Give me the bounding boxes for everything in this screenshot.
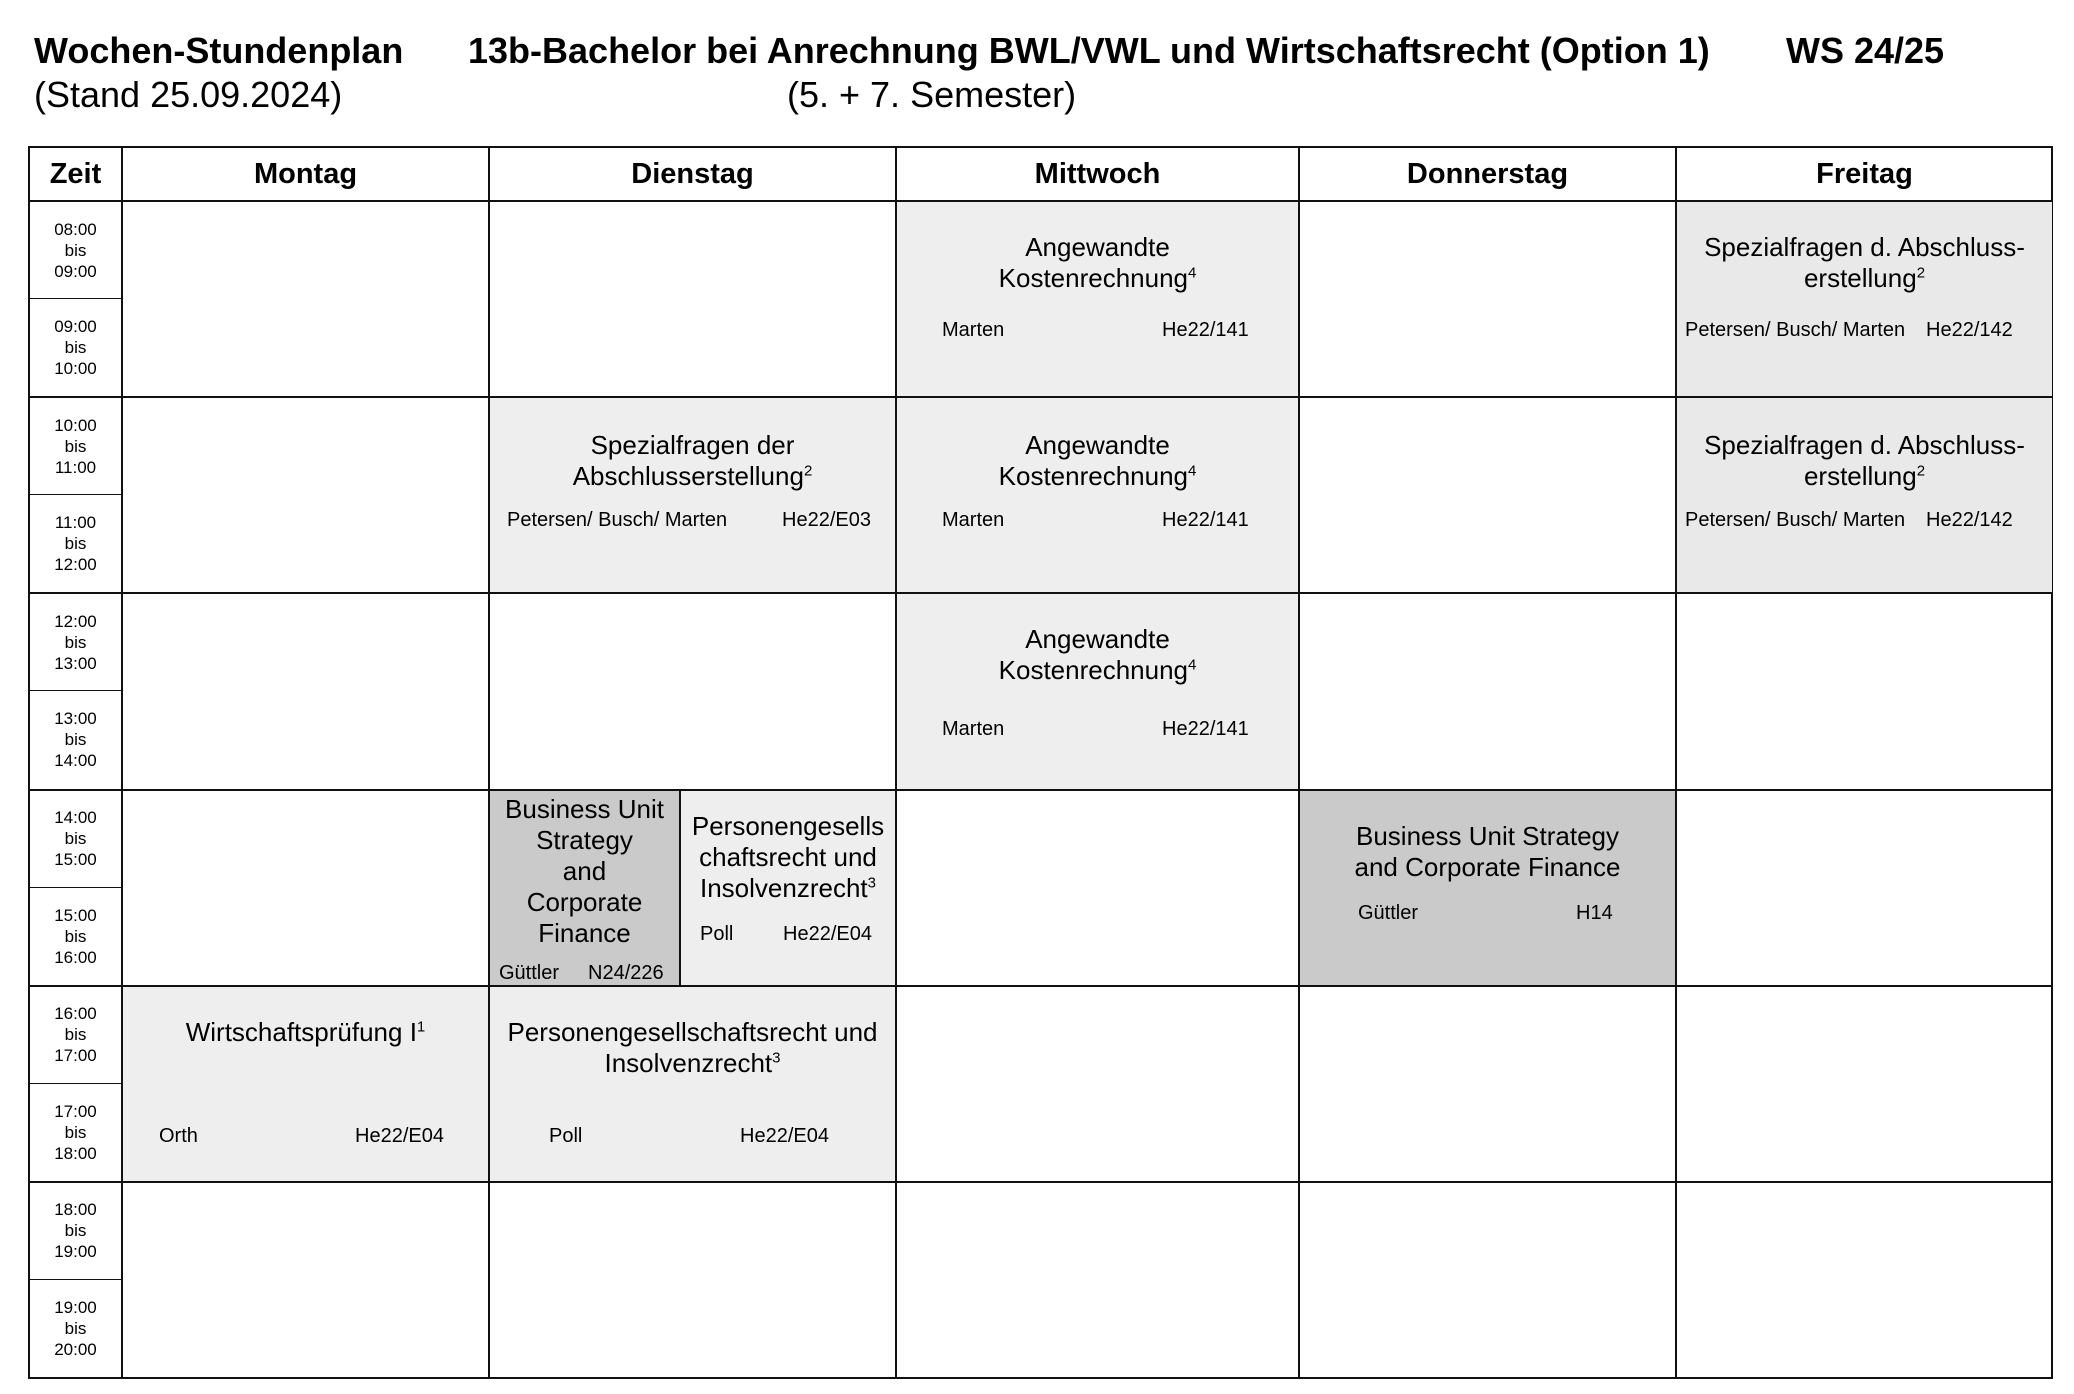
room-label: He22/E04: [355, 1124, 444, 1147]
room-label: He22/141: [1162, 319, 1249, 342]
course-spezialfragen: Spezialfragen d. Abschluss- erstellung$^2$ Petersen/ Busch/ Marten He22/142: [1675, 200, 2052, 396]
lecturer-name: Marten: [942, 717, 1005, 740]
empty-slot: [1675, 592, 2052, 788]
empty-slot: [121, 1181, 488, 1377]
time-slot: 15:00 bis 16:00: [28, 887, 121, 985]
empty-slot: [1298, 592, 1675, 788]
course-spezialfragen: Spezialfragen der Abschlusserstellung$^2$ Petersen/ Busch/ Marten He22/E03: [488, 396, 895, 592]
lecturer-name: Poll: [700, 922, 734, 945]
program-title: 13b-Bachelor bei Anrechnung BWL/VWL und Wirtschaftsrecht (Option 1): [468, 30, 1710, 71]
course-wirtschaftspruefung: Wirtschaftsprüfung $I^1$ Orth He22/E04: [121, 985, 488, 1181]
empty-slot: [121, 200, 488, 396]
timetable-grid: [28, 146, 2053, 1379]
dienstag-afternoon-split: [488, 789, 895, 985]
lecturer-name: Petersen/ Busch/ Marten: [1685, 319, 1906, 342]
empty-slot: [895, 985, 1298, 1181]
time-slot: 16:00 bis 17:00: [28, 985, 121, 1083]
empty-slot: [488, 1181, 895, 1377]
col-header-montag: Montag: [121, 146, 488, 200]
time-slot: 17:00 bis 18:00: [28, 1083, 121, 1181]
empty-slot: [488, 592, 895, 788]
term-label: WS 24/25: [1786, 30, 1945, 71]
page-title: Wochen-Stundenplan: [34, 30, 404, 71]
empty-slot: [1675, 1181, 2052, 1377]
time-slot: 18:00 bis 19:00: [28, 1181, 121, 1279]
room-label: He22/141: [1162, 509, 1249, 532]
empty-slot: [488, 200, 895, 396]
time-slot: 09:00 bis 10:00: [28, 298, 121, 396]
course-angewandte-kostenrechnung: Angewandte Kostenrechnung$^4$ Marten He22/141: [895, 592, 1298, 788]
room-label: H14: [1576, 901, 1613, 924]
course-business-unit-strategy: Business Unit Strategy and Corporate Finance Güttler N24/226: [490, 791, 681, 985]
time-slot: 19:00 bis 20:00: [28, 1279, 121, 1377]
col-header-freitag: Freitag: [1675, 146, 2052, 200]
empty-slot: [121, 592, 488, 788]
empty-slot: [1675, 985, 2052, 1181]
time-slot: 11:00 bis 12:00: [28, 494, 121, 592]
course-title: Angewandte: [1025, 430, 1170, 461]
lecturer-name: Petersen/ Busch/ Marten: [1685, 509, 1906, 532]
lecturer-name: Orth: [159, 1124, 198, 1147]
course-title: Spezialfragen der: [590, 430, 795, 461]
course-title: Angewandte: [1025, 624, 1170, 655]
empty-slot: [895, 1181, 1298, 1377]
course-personengesellschaftsrecht: Personengesellschaftsrecht und Insolvenzrecht$^3$ Poll He22/E04: [488, 985, 895, 1181]
empty-slot: [1298, 396, 1675, 592]
stand-date: (Stand 25.09.2024): [34, 74, 343, 115]
course-spezialfragen: Spezialfragen d. Abschluss- erstellung$^2$ Petersen/ Busch/ Marten He22/142: [1675, 396, 2052, 592]
room-label: He22/141: [1162, 717, 1249, 740]
course-title: Business Unit Strategy: [1355, 820, 1619, 851]
course-title: Personengesells: [691, 810, 885, 841]
course-title: Angewandte: [1025, 232, 1170, 262]
col-header-donnerstag: Donnerstag: [1298, 146, 1675, 200]
course-title: Wirtschaftsprüfung I: [185, 1016, 417, 1047]
course-angewandte-kostenrechnung: Angewandte Kostenrechnung$^4$ Marten He22/141: [895, 396, 1298, 592]
time-slot: 12:00 bis 13:00: [28, 592, 121, 690]
lecturer-name: Marten: [942, 319, 1005, 342]
time-slot: 13:00 bis 14:00: [28, 690, 121, 788]
lecturer-name: Marten: [942, 509, 1005, 532]
room-label: He22/142: [1926, 509, 2013, 532]
lecturer-name: Güttler: [499, 961, 560, 984]
course-title: Personengesellschaftsrecht und: [507, 1016, 878, 1047]
col-header-dienstag: Dienstag: [488, 146, 895, 200]
lecturer-name: Petersen/ Busch/ Marten: [507, 509, 728, 532]
room-label: He22/E04: [740, 1124, 829, 1147]
room-label: He22/142: [1926, 319, 2013, 342]
lecturer-name: Poll: [549, 1124, 583, 1147]
time-slot: 10:00 bis 11:00: [28, 396, 121, 494]
col-header-zeit: Zeit: [28, 146, 121, 200]
room-label: He22/E04: [783, 922, 872, 945]
empty-slot: [1298, 200, 1675, 396]
empty-slot: [1298, 985, 1675, 1181]
empty-slot: [121, 396, 488, 592]
course-title: Business Unit: [505, 793, 664, 824]
course-angewandte-kostenrechnung: Angewandte Kostenrechnung$^4$ Marten He22/141: [895, 200, 1298, 396]
time-slot: 14:00 bis 15:00: [28, 789, 121, 887]
time-slot: 08:00 bis 09:00: [28, 200, 121, 298]
room-label: N24/226: [588, 961, 664, 984]
course-business-unit-strategy: Business Unit Strategy and Corporate Finance Güttler H14: [1298, 789, 1675, 985]
lecturer-name: Güttler: [1358, 901, 1419, 924]
semester-label: (5. + 7. Semester): [787, 74, 1077, 115]
room-label: He22/E03: [782, 509, 871, 532]
empty-slot: [1675, 789, 2052, 985]
course-title: Spezialfragen d. Abschluss-: [1704, 430, 2025, 461]
empty-slot: [121, 789, 488, 985]
col-header-mittwoch: Mittwoch: [895, 146, 1298, 200]
empty-slot: [1298, 1181, 1675, 1377]
course-title: Spezialfragen d. Abschluss-: [1704, 232, 2025, 262]
empty-slot: [895, 789, 1298, 985]
course-personengesellschaftsrecht: Personengesells chaftsrecht und Insolvenzrecht$^3$ Poll He22/E04: [681, 791, 895, 985]
